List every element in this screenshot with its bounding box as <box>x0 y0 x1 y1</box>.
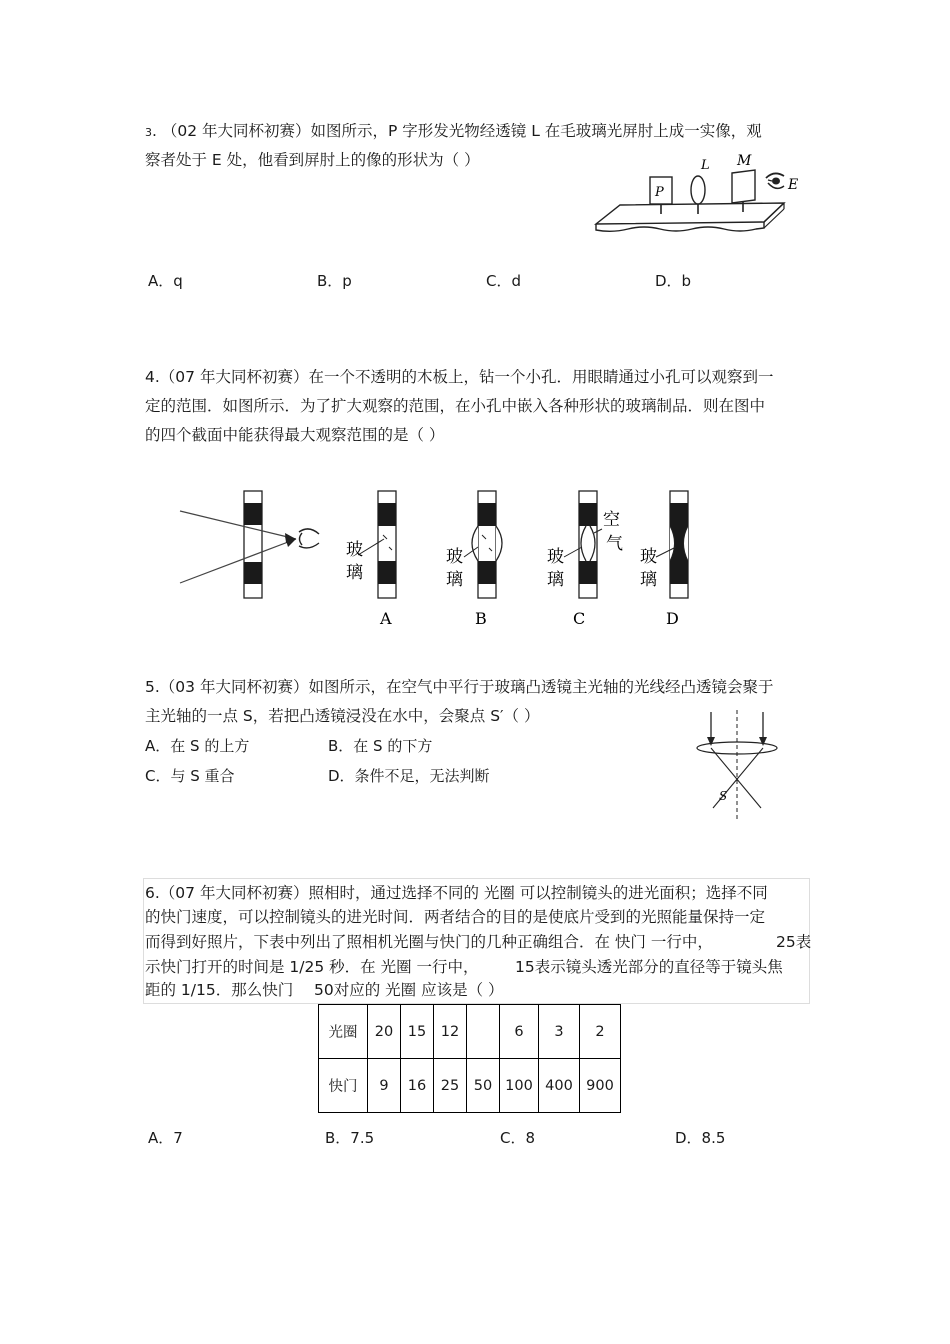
q3-label-p: P <box>655 185 664 200</box>
table-cell: 100 <box>500 1059 539 1113</box>
q3-number: 3 <box>145 126 152 139</box>
q6-option-b[interactable]: B．7.5 <box>325 1129 375 1147</box>
q3-eye-icon <box>766 173 784 188</box>
q3-label-l: L <box>701 158 710 173</box>
q4-section-c <box>564 491 602 598</box>
q5-line-1: 5.（03 年大同杯初赛）如图所示，在空气中平行于玻璃凸透镜主光轴的光线经凸透镜会聚于 <box>145 678 774 696</box>
q4-c-air-char-1: 空 <box>603 510 620 530</box>
q6-option-d[interactable]: D．8.5 <box>675 1129 726 1147</box>
q5-option-b[interactable]: B．在 S 的下方 <box>328 737 433 755</box>
q6-line-5a: 距的 1/15．那么快门 <box>145 981 294 999</box>
q4-c-glass-char-2: 璃 <box>547 570 564 590</box>
q4-c-glass-char-1: 玻 <box>547 547 564 567</box>
q3-option-b[interactable]: B．p <box>317 272 352 290</box>
q4-label-b: B <box>475 609 487 628</box>
q4-d-glass-char-1: 玻 <box>640 547 657 567</box>
q3-figure-optical-bench <box>592 150 812 240</box>
table-cell: 50 <box>467 1059 500 1113</box>
q5-figure-convex-lens <box>695 708 785 823</box>
table-row-shutter <box>319 1059 621 1113</box>
q6-line-4a: 示快门打开的时间是 1/25 秒．在 光圈 一行中， <box>145 958 479 976</box>
q5-option-c[interactable]: C．与 S 重合 <box>145 767 235 785</box>
table-header-aperture: 光圈 <box>319 1005 368 1059</box>
q4-d-glass-char-2: 璃 <box>640 570 657 590</box>
q3-line-2: 察者处于 E 处，他看到屏肘上的像的形状为（ ） <box>145 151 480 169</box>
q4-b-glass-char-2: 璃 <box>446 570 463 590</box>
q4-c-air-char-2: 气 <box>606 534 623 554</box>
q6-line-4b: 15表示镜头透光部分的直径等于镜头焦 <box>515 958 783 976</box>
q3-label-m: M <box>737 153 752 169</box>
q6-line-3a: 而得到好照片，下表中列出了照相机光圈与快门的几种正确组合．在 快门 一行中， <box>145 933 713 951</box>
q3-lens <box>691 176 705 204</box>
q4-line-1: 4.（07 年大同杯初赛）在一个不透明的木板上，钻一个小孔．用眼睛通过小孔可以观察到一 <box>145 368 774 386</box>
q6-option-a[interactable]: A．7 <box>148 1129 183 1147</box>
q6-line-2: 的快门速度，可以控制镜头的进光时间．两者结合的目的是使底片受到的光照能量保持一定 <box>145 908 766 926</box>
q4-a-glass-char-1: 玻 <box>346 540 363 560</box>
table-row-aperture <box>319 1005 621 1059</box>
q4-label-a: A <box>380 609 392 628</box>
table-cell: 2 <box>580 1005 621 1059</box>
q4-line-2: 定的范围．如图所示．为了扩大观察的范围，在小孔中嵌入各种形状的玻璃制品．则在图中 <box>145 397 766 415</box>
q5-label-s: S <box>719 789 728 803</box>
table-cell: 9 <box>368 1059 401 1113</box>
q4-a-glass-char-2: 璃 <box>346 563 363 583</box>
table-cell: 15 <box>401 1005 434 1059</box>
q3-bench-top <box>596 203 784 224</box>
q6-option-c[interactable]: C．8 <box>500 1129 536 1147</box>
q4-board-with-hole <box>180 491 296 598</box>
q4-label-d: D <box>666 609 679 628</box>
table-cell-blank <box>467 1005 500 1059</box>
q5-line-2: 主光轴的一点 S，若把凸透镜浸没在水中，会聚点 S′（ ） <box>145 707 540 725</box>
q4-line-3: 的四个截面中能获得最大观察范围的是（ ） <box>145 426 445 444</box>
table-cell: 6 <box>500 1005 539 1059</box>
q3-line-1-text: . （02 年大同杯初赛）如图所示，P 字形发光物经透镜 L 在毛玻璃光屏肘上成一实像，观 <box>152 122 762 140</box>
q4-label-c: C <box>573 609 586 628</box>
q3-option-d[interactable]: D．b <box>655 272 692 290</box>
table-header-shutter: 快门 <box>319 1059 368 1113</box>
table-cell: 400 <box>539 1059 580 1113</box>
q4-figure-glass-sections <box>178 487 708 632</box>
q4-eye-icon <box>299 529 319 548</box>
q5-option-a[interactable]: A．在 S 的上方 <box>145 737 250 755</box>
q3-screen-m <box>732 170 755 203</box>
table-cell: 12 <box>434 1005 467 1059</box>
table-cell: 20 <box>368 1005 401 1059</box>
q3-option-c[interactable]: C．d <box>486 272 521 290</box>
table-cell: 900 <box>580 1059 621 1113</box>
q6-line-3b: 25表 <box>776 933 812 951</box>
q6-aperture-shutter-table <box>318 1004 621 1113</box>
q4-b-glass-char-1: 玻 <box>446 547 463 567</box>
q4-section-d <box>656 491 688 598</box>
q5-option-d[interactable]: D．条件不足，无法判断 <box>328 767 490 785</box>
q3-label-e: E <box>788 177 799 193</box>
q3-option-a[interactable]: A．q <box>148 272 183 290</box>
q6-line-5b: 50对应的 光圈 应该是（ ） <box>314 981 504 999</box>
q4-section-a <box>358 491 396 598</box>
table-cell: 16 <box>401 1059 434 1113</box>
table-cell: 25 <box>434 1059 467 1113</box>
q4-section-b <box>464 491 502 598</box>
q6-line-1: 6.（07 年大同杯初赛）照相时，通过选择不同的 光圈 可以控制镜头的进光面积；选择不同 <box>145 884 768 902</box>
q3-line-1 <box>145 117 762 147</box>
table-cell: 3 <box>539 1005 580 1059</box>
